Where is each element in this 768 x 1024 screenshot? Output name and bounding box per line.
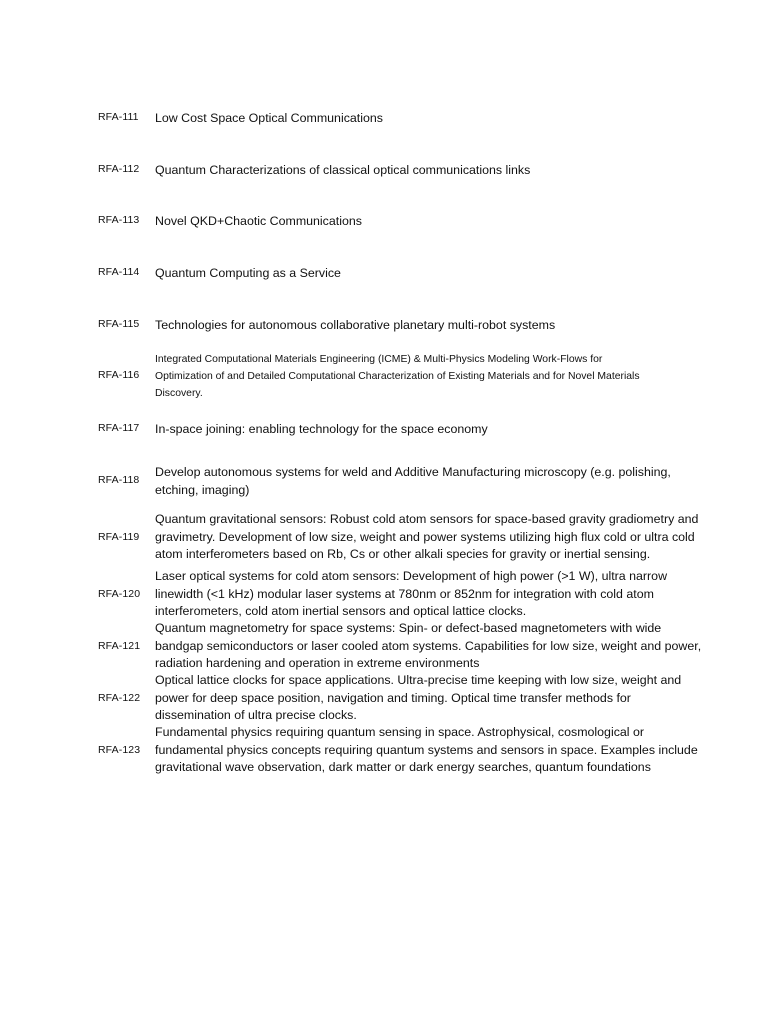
- rfa-code: RFA-119: [98, 531, 140, 543]
- rfa-title-line: fundamental physics concepts requiring quantum systems and sensors in space. Examples include: [155, 742, 698, 757]
- rfa-code: RFA-118: [98, 474, 140, 486]
- rfa-code: RFA-112: [98, 163, 140, 175]
- rfa-title-line: Develop autonomous systems for weld and Additive Manufacturing microscopy (e.g. polishing,: [155, 465, 671, 479]
- rfa-code: RFA-121: [98, 640, 141, 652]
- rfa-title-line: linewidth (<1 kHz) modular laser systems at 780nm or 852nm for integration with cold atom: [155, 586, 654, 601]
- rfa-title: [155, 464, 725, 499]
- rfa-title-line: Low Cost Space Optical Communications: [155, 111, 383, 125]
- rfa-title-line: Quantum Computing as a Service: [155, 266, 341, 280]
- rfa-title-line: Quantum Characterizations of classical optical communications links: [155, 163, 531, 177]
- rfa-title-line: Novel QKD+Chaotic Communications: [155, 214, 362, 228]
- rfa-title: [155, 162, 725, 180]
- rfa-code: RFA-116: [98, 369, 140, 381]
- rfa-code: RFA-123: [98, 744, 141, 756]
- rfa-title: [155, 672, 725, 725]
- rfa-title: [155, 110, 725, 128]
- rfa-title-line: etching, imaging): [155, 482, 250, 497]
- rfa-title: [155, 724, 725, 777]
- rfa-title: [155, 511, 725, 564]
- rfa-code: RFA-115: [98, 318, 140, 330]
- rfa-title-line: Fundamental physics requiring quantum sensing in space. Astrophysical, cosmological or: [155, 725, 644, 739]
- rfa-code: RFA-114: [98, 266, 140, 278]
- rfa-title-line: power for deep space position, navigation and timing. Optical time transfer methods for: [155, 690, 631, 705]
- rfa-title: [155, 265, 725, 283]
- rfa-title: [155, 421, 725, 439]
- rfa-title-line: atom interferometers based on Rb, Cs or other alkali species for gravity or inertial sensing.: [155, 547, 651, 562]
- rfa-title-line: radiation hardening and operation in extreme environments: [155, 656, 480, 671]
- rfa-code: RFA-120: [98, 588, 141, 600]
- rfa-title-line: Quantum gravitational sensors: Robust cold atom sensors for space-based gravity gradiometry and: [155, 512, 699, 526]
- rfa-title: [155, 620, 725, 673]
- rfa-title-line: gravimetry. Development of low size, weight and power systems utilizing high flux cold or ultra cold: [155, 529, 695, 544]
- rfa-title: [155, 317, 725, 335]
- rfa-title: [155, 568, 725, 621]
- rfa-title: [155, 213, 725, 231]
- rfa-title-line: Integrated Computational Materials Engineering (ICME) & Multi-Physics Modeling Work-Flows for: [155, 354, 603, 365]
- rfa-title-line: gravitational wave observation, dark matter or dark energy searches, quantum foundations: [155, 760, 651, 775]
- rfa-title-line: interferometers, cold atom inertial sensors and optical lattice clocks.: [155, 604, 527, 619]
- rfa-code: RFA-122: [98, 692, 141, 704]
- rfa-code: RFA-111: [98, 111, 139, 123]
- rfa-title-line: Discovery.: [155, 387, 203, 399]
- rfa-code: RFA-117: [98, 422, 140, 434]
- rfa-title-line: dissemination of ultra precise clocks.: [155, 708, 357, 723]
- rfa-title-line: Laser optical systems for cold atom sensors: Development of high power (>1 W), ultra narrow: [155, 569, 668, 583]
- rfa-title-line: Optimization of and Detailed Computational Characterization of Existing Materials and for Novel Materials: [155, 370, 640, 382]
- rfa-title-line: Technologies for autonomous collaborative planetary multi-robot systems: [155, 318, 556, 332]
- rfa-title-line: Quantum magnetometry for space systems: Spin- or defect-based magnetometers with wide: [155, 621, 662, 635]
- rfa-title-line: In-space joining: enabling technology for the space economy: [155, 422, 488, 436]
- rfa-title-line: bandgap semiconductors or laser cooled atom systems. Capabilities for low size, weight and power,: [155, 638, 702, 653]
- rfa-code: RFA-113: [98, 214, 140, 226]
- rfa-title-line: Optical lattice clocks for space applications. Ultra-precise time keeping with low size, weight and: [155, 673, 682, 687]
- rfa-title: [155, 352, 725, 402]
